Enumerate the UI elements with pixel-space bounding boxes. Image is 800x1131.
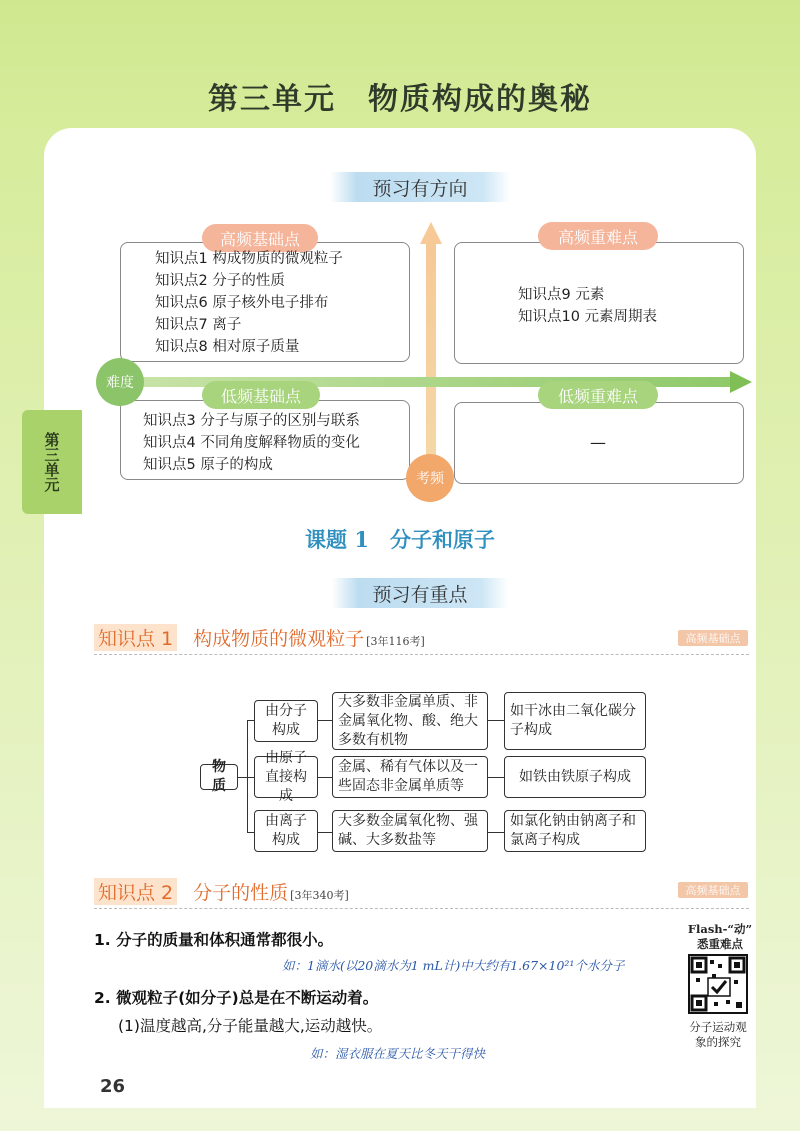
kp1-tag: 知识点 1 — [94, 624, 177, 651]
kp1-name: 构成物质的微观粒子 — [193, 628, 365, 650]
kp2-handwritten-note-2: 如：湿衣服在夏天比冬天干得快 — [310, 1046, 486, 1061]
difficulty-axis-arrow — [730, 371, 752, 393]
flash-title-line-2: 悉重难点 — [697, 937, 743, 951]
diagram-examples-molecule: 大多数非金属单质、非金属氧化物、酸、绝大多数有机物 — [332, 692, 488, 750]
diagram-instance-ion: 如氯化钠由钠离子和氯离子构成 — [504, 810, 646, 852]
kp2-tag: 知识点 2 — [94, 878, 177, 905]
unit-title: 第三单元 物质构成的奥秘 — [208, 82, 592, 117]
kp2-count: [3年340考] — [290, 889, 349, 902]
kp2-divider — [94, 908, 749, 909]
connector — [318, 777, 332, 778]
flash-title-line-1: Flash-“动” — [687, 922, 753, 936]
flash-caption — [680, 1020, 756, 1050]
preview-direction-banner — [330, 172, 510, 202]
high-basic-list — [155, 248, 343, 358]
flash-caption-line-1: 分子运动观 — [689, 1020, 747, 1034]
list-item: — — [590, 433, 606, 452]
kp2-sub-point-1: (1)温度越高,分子能量越大,运动越快。 — [118, 1017, 383, 1035]
label-high-hard: 高频重难点 — [538, 222, 658, 250]
kp2-point-1: 1. 分子的质量和体积通常都很小。 — [94, 931, 334, 949]
connector — [318, 832, 332, 833]
high-hard-list — [518, 284, 657, 328]
diagram-instance-molecule: 如干冰由二氧化碳分子构成 — [504, 692, 646, 750]
list-item: 知识点1 构成物质的微观粒子 — [155, 251, 343, 267]
page-number: 26 — [100, 1076, 126, 1097]
kp1-header — [94, 624, 425, 652]
difficulty-circle — [96, 358, 144, 406]
list-item: 知识点10 元素周期表 — [518, 309, 658, 325]
preview-key-banner-text: 预习有重点 — [372, 583, 468, 606]
kp1-count: [3年116考] — [366, 635, 425, 648]
frequency-axis-arrow — [420, 222, 442, 244]
flash-caption-line-2: 象的探究 — [695, 1035, 741, 1049]
diagram-root: 物质 — [200, 764, 238, 790]
list-item: 知识点8 相对原子质量 — [155, 339, 300, 355]
connector — [488, 777, 504, 778]
kp1-badge: 高频基础点 — [678, 630, 748, 646]
side-tab-label: 第三单元 — [42, 432, 61, 492]
preview-key-banner — [332, 578, 508, 608]
side-tab[interactable] — [22, 410, 82, 514]
diagram-examples-ion: 大多数金属氧化物、强碱、大多数盐等 — [332, 810, 488, 852]
kp2-point-2: 2. 微观粒子(如分子)总是在不断运动着。 — [94, 989, 379, 1007]
kp2-name: 分子的性质 — [193, 882, 289, 904]
list-item: 知识点7 离子 — [155, 317, 242, 333]
diagram-type-atom: 由原子直接构成 — [254, 756, 318, 798]
frequency-axis — [426, 240, 436, 480]
frequency-circle — [406, 454, 454, 502]
low-hard-list — [590, 432, 606, 454]
kp2-header — [94, 878, 349, 906]
diagram-type-ion: 由离子构成 — [254, 810, 318, 852]
label-low-basic: 低频基础点 — [202, 381, 320, 409]
connector — [488, 720, 504, 721]
kp1-divider — [94, 654, 749, 655]
diagram-type-molecule: 由分子构成 — [254, 700, 318, 742]
list-item: 知识点2 分子的性质 — [155, 273, 285, 289]
qr-code-icon[interactable] — [688, 954, 748, 1014]
kp2-handwritten-note-1: 如：1滴水(以20滴水为1 mL计)中大约有1.67×10²¹个水分子 — [282, 958, 625, 973]
kp2-badge: 高频基础点 — [678, 882, 748, 898]
list-item: 知识点4 不同角度解释物质的变化 — [143, 435, 360, 451]
preview-direction-banner-text: 预习有方向 — [372, 177, 468, 200]
lesson-title: 课题 1 分子和原子 — [305, 527, 495, 552]
connector — [318, 720, 332, 721]
label-high-basic: 高频基础点 — [202, 224, 318, 252]
connector — [488, 832, 504, 833]
low-basic-list — [143, 410, 360, 476]
list-item: 知识点6 原子核外电子排布 — [155, 295, 329, 311]
frequency-label: 考频 — [416, 471, 444, 487]
diagram-examples-atom: 金属、稀有气体以及一些固态非金属单质等 — [332, 756, 488, 798]
list-item: 知识点5 原子的构成 — [143, 457, 273, 473]
diagram-instance-atom: 如铁由铁原子构成 — [504, 756, 646, 798]
list-item: 知识点9 元素 — [518, 287, 605, 303]
difficulty-label: 难度 — [106, 375, 134, 391]
label-low-hard: 低频重难点 — [538, 381, 658, 409]
connector — [247, 720, 248, 832]
flash-title — [676, 922, 764, 952]
list-item: 知识点3 分子与原子的区别与联系 — [143, 413, 360, 429]
